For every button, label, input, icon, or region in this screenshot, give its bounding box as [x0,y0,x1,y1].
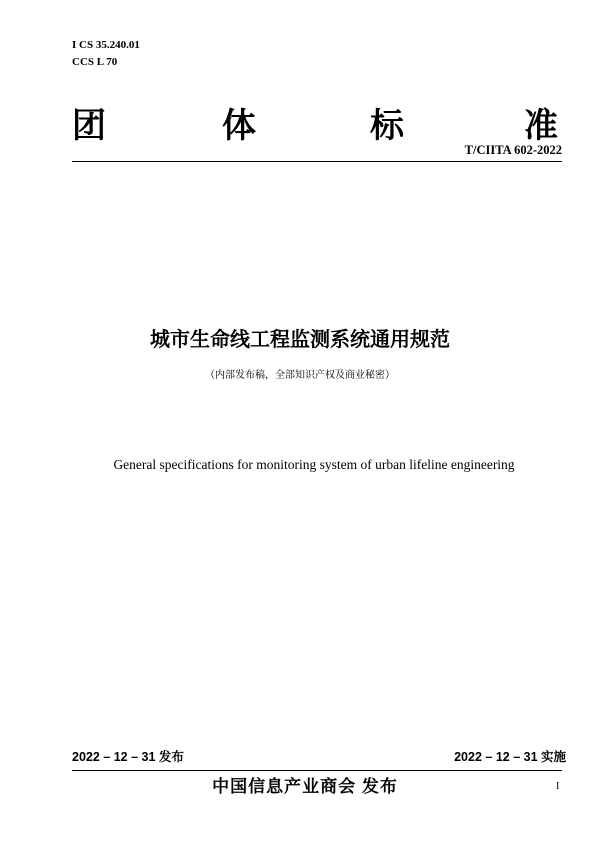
footer-divider [72,770,562,771]
publisher: 中国信息产业商会 发布 [212,777,398,796]
standard-code: T/CIITA 602-2022 [464,143,562,157]
title-char-4: 准 [524,107,558,145]
main-title-cn: 城市生命线工程监测系统通用规范 [150,329,450,351]
ics-code: I CS 35.240.01 [72,39,140,51]
title-char-2: 体 [222,107,256,145]
publish-date: 2022 – 12 – 31 发布 [72,750,184,764]
page-number: I [556,781,560,792]
header-divider [72,161,562,162]
ccs-code: CCS L 70 [72,56,118,68]
title-char-1: 团 [72,107,106,145]
document-type-title [72,106,562,146]
title-char-3: 标 [370,107,404,145]
confidential-note: （内部发布稿，全部知识产权及商业秘密） [205,370,395,381]
main-title-en: General specifications for monitoring system of urban lifeline engineering [113,457,515,472]
implement-date: 2022 – 12 – 31 实施 [454,750,566,764]
